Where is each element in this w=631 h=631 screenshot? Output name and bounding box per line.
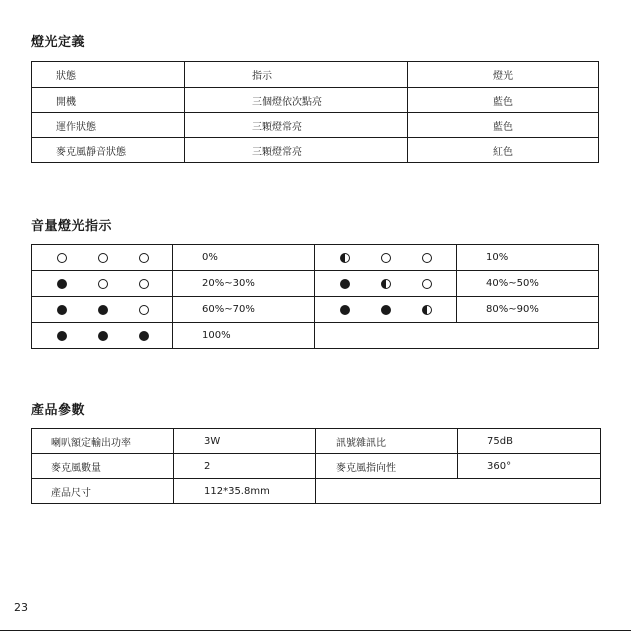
table-row xyxy=(32,323,599,349)
level-dot-full-icon xyxy=(340,305,350,315)
level-dots-cell xyxy=(32,297,173,323)
header-status: 狀態 xyxy=(32,62,185,88)
level-dot-empty-icon xyxy=(57,253,67,263)
spec-label: 產品尺寸 xyxy=(32,479,174,504)
level-dots-cell xyxy=(32,323,173,349)
level-dots-cell xyxy=(315,245,457,271)
level-dot-full-icon xyxy=(139,331,149,341)
level-percent: 0% xyxy=(173,245,315,271)
spec-value: 2 xyxy=(174,454,316,479)
spec-value: 360° xyxy=(458,454,601,479)
level-dot-empty-icon xyxy=(422,253,432,263)
level-dot-full-icon xyxy=(98,305,108,315)
table-row xyxy=(32,138,599,163)
cell-light: 藍色 xyxy=(408,88,599,113)
spec-label: 麥克風數量 xyxy=(32,454,174,479)
level-dot-half-icon xyxy=(340,253,350,263)
table-row xyxy=(32,271,599,297)
table-row xyxy=(32,113,599,138)
level-dot-full-icon xyxy=(57,305,67,315)
level-dot-full-icon xyxy=(381,305,391,315)
level-dot-empty-icon xyxy=(98,253,108,263)
table-row xyxy=(32,88,599,113)
level-percent: 100% xyxy=(173,323,315,349)
level-percent: 40%~50% xyxy=(457,271,599,297)
empty-cell xyxy=(316,479,601,504)
level-percent: 10% xyxy=(457,245,599,271)
table-row xyxy=(32,245,599,271)
section-title-volume-indicator: 音量燈光指示 xyxy=(31,219,113,234)
spec-value: 3W xyxy=(174,429,316,454)
product-params-table xyxy=(31,428,601,504)
level-dot-empty-icon xyxy=(422,279,432,289)
table-row xyxy=(32,429,601,454)
level-dots-cell xyxy=(315,297,457,323)
cell-status: 運作狀態 xyxy=(32,113,185,138)
section-title-product-params: 產品參數 xyxy=(31,403,86,418)
table-row xyxy=(32,62,599,88)
level-dot-full-icon xyxy=(57,279,67,289)
spec-value: 112*35.8mm xyxy=(174,479,316,504)
level-percent: 80%~90% xyxy=(457,297,599,323)
volume-indicator-table xyxy=(31,244,599,349)
cell-indicator: 三個燈依次點亮 xyxy=(185,88,408,113)
level-dot-empty-icon xyxy=(381,253,391,263)
section-title-light-definition: 燈光定義 xyxy=(31,35,86,50)
level-percent: 20%~30% xyxy=(173,271,315,297)
level-dot-empty-icon xyxy=(139,305,149,315)
level-dot-empty-icon xyxy=(139,279,149,289)
light-definition-table xyxy=(31,61,599,163)
level-dot-full-icon xyxy=(57,331,67,341)
level-dot-empty-icon xyxy=(98,279,108,289)
table-row xyxy=(32,454,601,479)
table-row xyxy=(32,297,599,323)
cell-status: 麥克風靜音狀態 xyxy=(32,138,185,163)
empty-cell xyxy=(315,323,599,349)
spec-value: 75dB xyxy=(458,429,601,454)
level-dots-cell xyxy=(32,245,173,271)
spec-label: 喇叭額定輸出功率 xyxy=(32,429,174,454)
header-light: 燈光 xyxy=(408,62,599,88)
cell-light: 紅色 xyxy=(408,138,599,163)
level-dots-cell xyxy=(315,271,457,297)
spec-label: 麥克風指向性 xyxy=(316,454,458,479)
cell-indicator: 三顆燈常亮 xyxy=(185,138,408,163)
level-dot-half-icon xyxy=(381,279,391,289)
level-dots-cell xyxy=(32,271,173,297)
cell-indicator: 三顆燈常亮 xyxy=(185,113,408,138)
cell-status: 開機 xyxy=(32,88,185,113)
level-dot-half-icon xyxy=(422,305,432,315)
level-dot-full-icon xyxy=(98,331,108,341)
spec-label: 訊號雜訊比 xyxy=(316,429,458,454)
level-percent: 60%~70% xyxy=(173,297,315,323)
table-row xyxy=(32,479,601,504)
header-indicator: 指示 xyxy=(185,62,408,88)
cell-light: 藍色 xyxy=(408,113,599,138)
page-number: 23 xyxy=(14,601,28,614)
level-dot-full-icon xyxy=(340,279,350,289)
level-dot-empty-icon xyxy=(139,253,149,263)
